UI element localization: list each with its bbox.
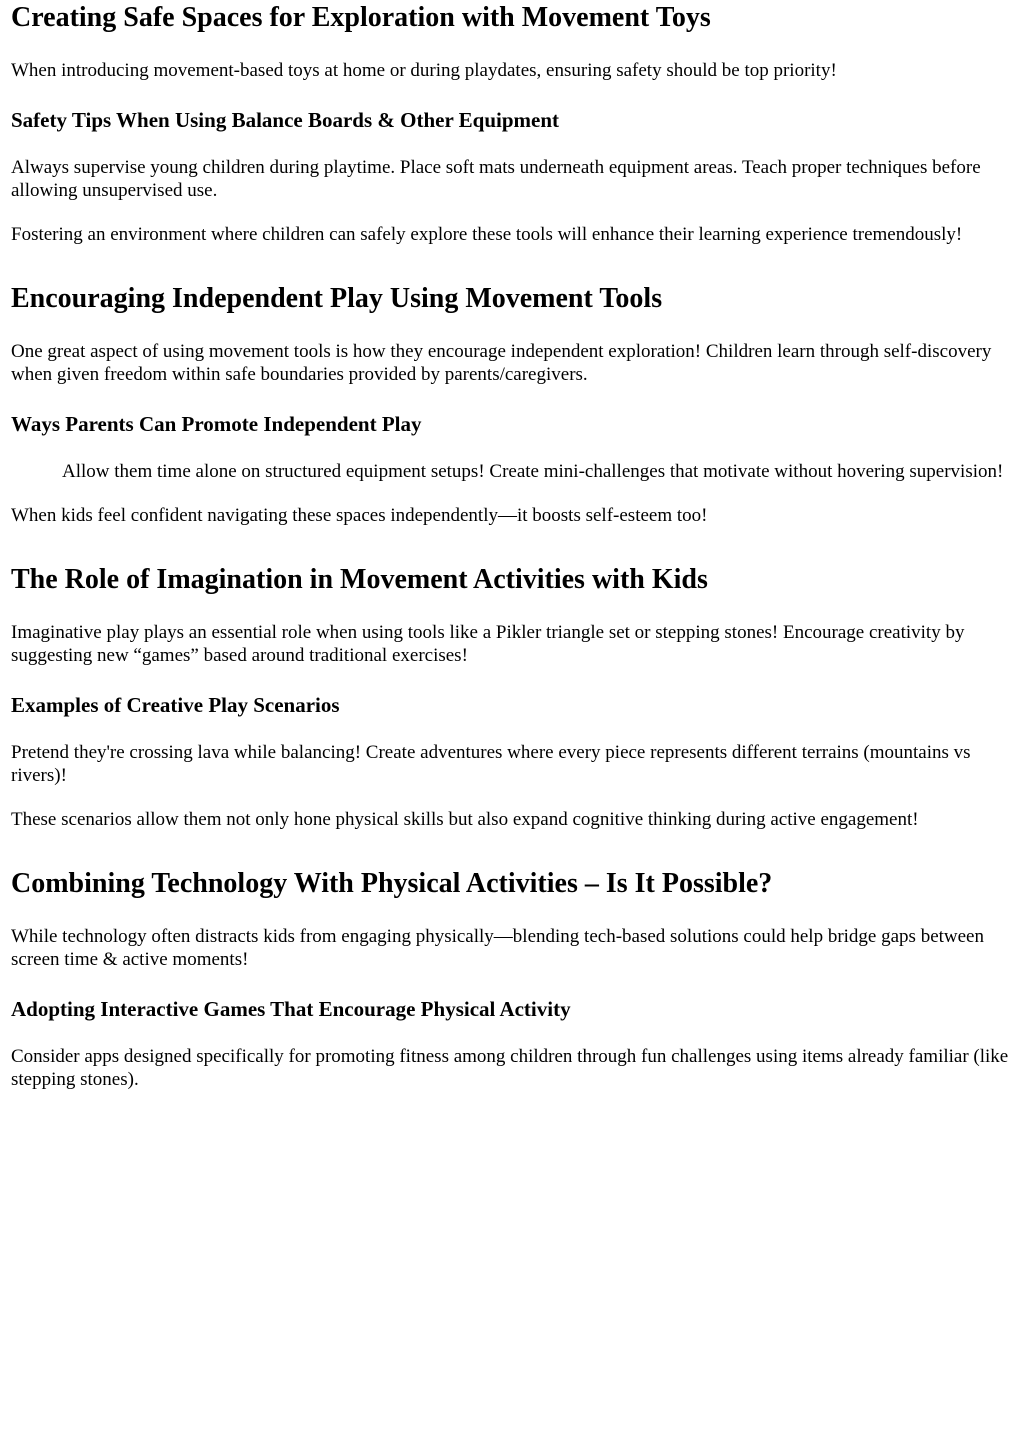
subsection-heading: Safety Tips When Using Balance Boards & Other Equipment <box>11 108 560 132</box>
section-imagination <box>11 564 1016 831</box>
section-heading: Encouraging Independent Play Using Movement Tools <box>11 283 663 314</box>
section-heading: Combining Technology With Physical Activities – Is It Possible? <box>11 868 773 899</box>
section-heading: Creating Safe Spaces for Exploration with Movement Toys <box>11 2 711 33</box>
section-heading: The Role of Imagination in Movement Activities with Kids <box>11 564 708 595</box>
paragraph: Always supervise young children during playtime. Place soft mats underneath equipment areas. Teach proper techniques before allowing unsupervised use. <box>11 157 981 201</box>
paragraph: Fostering an environment where children can safely explore these tools will enhance their learning experience tremendously! <box>11 224 963 245</box>
subsection-heading: Adopting Interactive Games That Encourage Physical Activity <box>11 997 571 1021</box>
section-intro: Imaginative play plays an essential role when using tools like a Pikler triangle set or stepping stones! Encourage creativity by suggesting new “games” based around traditional exercises! <box>11 622 965 666</box>
blockquote: Allow them time alone on structured equipment setups! Create mini-challenges that motivate without hovering supervision! <box>62 461 1004 482</box>
section-independent-play <box>11 283 1016 527</box>
paragraph: When kids feel confident navigating these spaces independently—it boosts self-esteem too! <box>11 505 708 526</box>
section-intro: When introducing movement-based toys at home or during playdates, ensuring safety should be top priority! <box>11 60 837 81</box>
section-safe-spaces <box>11 2 1016 246</box>
subsection-heading: Ways Parents Can Promote Independent Play <box>11 412 422 436</box>
paragraph: Pretend they're crossing lava while balancing! Create adventures where every piece represents different terrains (mountains vs rivers)! <box>11 742 971 786</box>
subsection-heading: Examples of Creative Play Scenarios <box>11 693 340 717</box>
paragraph: These scenarios allow them not only hone physical skills but also expand cognitive thinking during active engagement! <box>11 809 919 830</box>
section-intro: One great aspect of using movement tools is how they encourage independent exploration! Children learn through self-discovery when given freedom within safe boundaries provided by parents/caregivers. <box>11 341 992 385</box>
section-technology <box>11 868 1016 1091</box>
section-intro: While technology often distracts kids from engaging physically—blending tech-based solutions could help bridge gaps between screen time & active moments! <box>11 926 984 970</box>
paragraph: Consider apps designed specifically for promoting fitness among children through fun challenges using items already familiar (like stepping stones). <box>11 1046 1009 1090</box>
article <box>0 2 1024 1091</box>
